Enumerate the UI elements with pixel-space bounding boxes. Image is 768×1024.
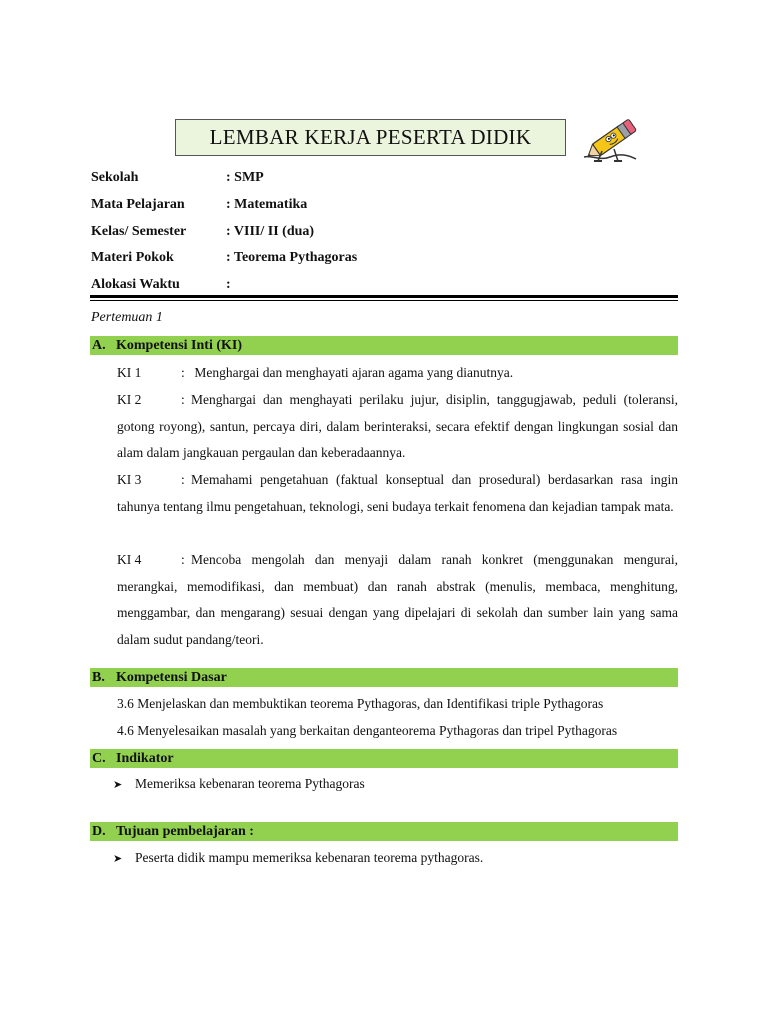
info-value: : <box>226 277 231 292</box>
objective-text: Peserta didik mampu memeriksa kebenaran teorema pythagoras. <box>135 850 484 865</box>
ki-1 <box>117 360 678 387</box>
info-label: Sekolah <box>91 170 139 185</box>
ki-label: KI 2 <box>117 392 142 407</box>
kd-item-4-6: 4.6 Menyelesaikan masalah yang berkaitan denganteorema Pythagoras dan tripel Pythagoras <box>117 723 618 738</box>
indicator-item <box>113 776 365 792</box>
objective-item <box>113 850 483 866</box>
ki-text: Mencoba mengolah dan menyaji dalam ranah konkret (menggunakan mengurai, merangkai, memodifikasi, dan membuat) dan ranah abstrak (menulis, membaca, menghitung, menggambar, dan mengarang) sesuai dengan yang dipelajari di sekolah dan sumber lain yang sama dalam sudut pandang/teori. <box>117 552 678 647</box>
ki-colon: : <box>181 472 185 487</box>
meeting-label: Pertemuan 1 <box>91 310 163 325</box>
kd-item-3-6: 3.6 Menjelaskan dan membuktikan teorema Pythagoras, dan Identifikasi triple Pythagoras <box>117 696 604 711</box>
ki-text: Memahami pengetahuan (faktual konseptual dan prosedural) berdasarkan rasa ingin tahunya tentang ilmu pengetahuan, teknologi, seni budaya terkait fenomena dan kejadian tampak mata. <box>117 472 678 514</box>
arrow-bullet-icon: ➤ <box>113 852 123 865</box>
divider-thin <box>90 300 678 301</box>
section-b-header <box>90 668 678 687</box>
ki-colon: : <box>181 552 185 567</box>
arrow-bullet-icon: ➤ <box>113 778 123 791</box>
ki-colon: : <box>181 365 185 380</box>
worksheet-title: LEMBAR KERJA PESERTA DIDIK <box>175 119 566 156</box>
ki-label: KI 1 <box>117 365 142 380</box>
section-c-header <box>90 749 678 768</box>
info-value: : Matematika <box>226 197 308 212</box>
info-label: Mata Pelajaran <box>91 197 185 212</box>
ki-4 <box>117 547 678 653</box>
ki-label: KI 4 <box>117 552 142 567</box>
info-label: Kelas/ Semester <box>91 224 187 239</box>
divider-thick <box>90 295 678 298</box>
section-letter: D. <box>92 823 106 839</box>
section-title: Kompetensi Inti (KI) <box>116 337 242 353</box>
ki-colon: : <box>181 392 185 407</box>
section-title: Tujuan pembelajaran : <box>116 823 254 839</box>
section-d-header <box>90 822 678 841</box>
section-title: Indikator <box>116 750 174 766</box>
section-letter: C. <box>92 750 106 766</box>
ki-2 <box>117 387 678 467</box>
section-letter: A. <box>92 337 106 353</box>
section-letter: B. <box>92 669 105 685</box>
ki-text: Menghargai dan menghayati ajaran agama yang dianutnya. <box>194 365 514 380</box>
info-label: Materi Pokok <box>91 250 174 265</box>
indicator-text: Memeriksa kebenaran teorema Pythagoras <box>135 776 365 791</box>
ki-label: KI 3 <box>117 472 142 487</box>
section-title: Kompetensi Dasar <box>116 669 227 685</box>
pencil-mascot-icon <box>580 115 642 165</box>
info-value: : Teorema Pythagoras <box>226 250 358 265</box>
info-label: Alokasi Waktu <box>91 277 180 292</box>
ki-text: Menghargai dan menghayati perilaku jujur, disiplin, tanggugjawab, peduli (toleransi, gotong royong), santun, percaya diri, dalam berinteraksi, secara efektif dengan lingkungan sosial dan alam dalam jangkauan pergaulan dan keberadaannya. <box>117 392 678 461</box>
info-value: : VIII/ II (dua) <box>226 224 315 239</box>
info-value: : SMP <box>226 170 264 185</box>
section-a-header <box>90 336 678 355</box>
ki-3 <box>117 467 678 520</box>
